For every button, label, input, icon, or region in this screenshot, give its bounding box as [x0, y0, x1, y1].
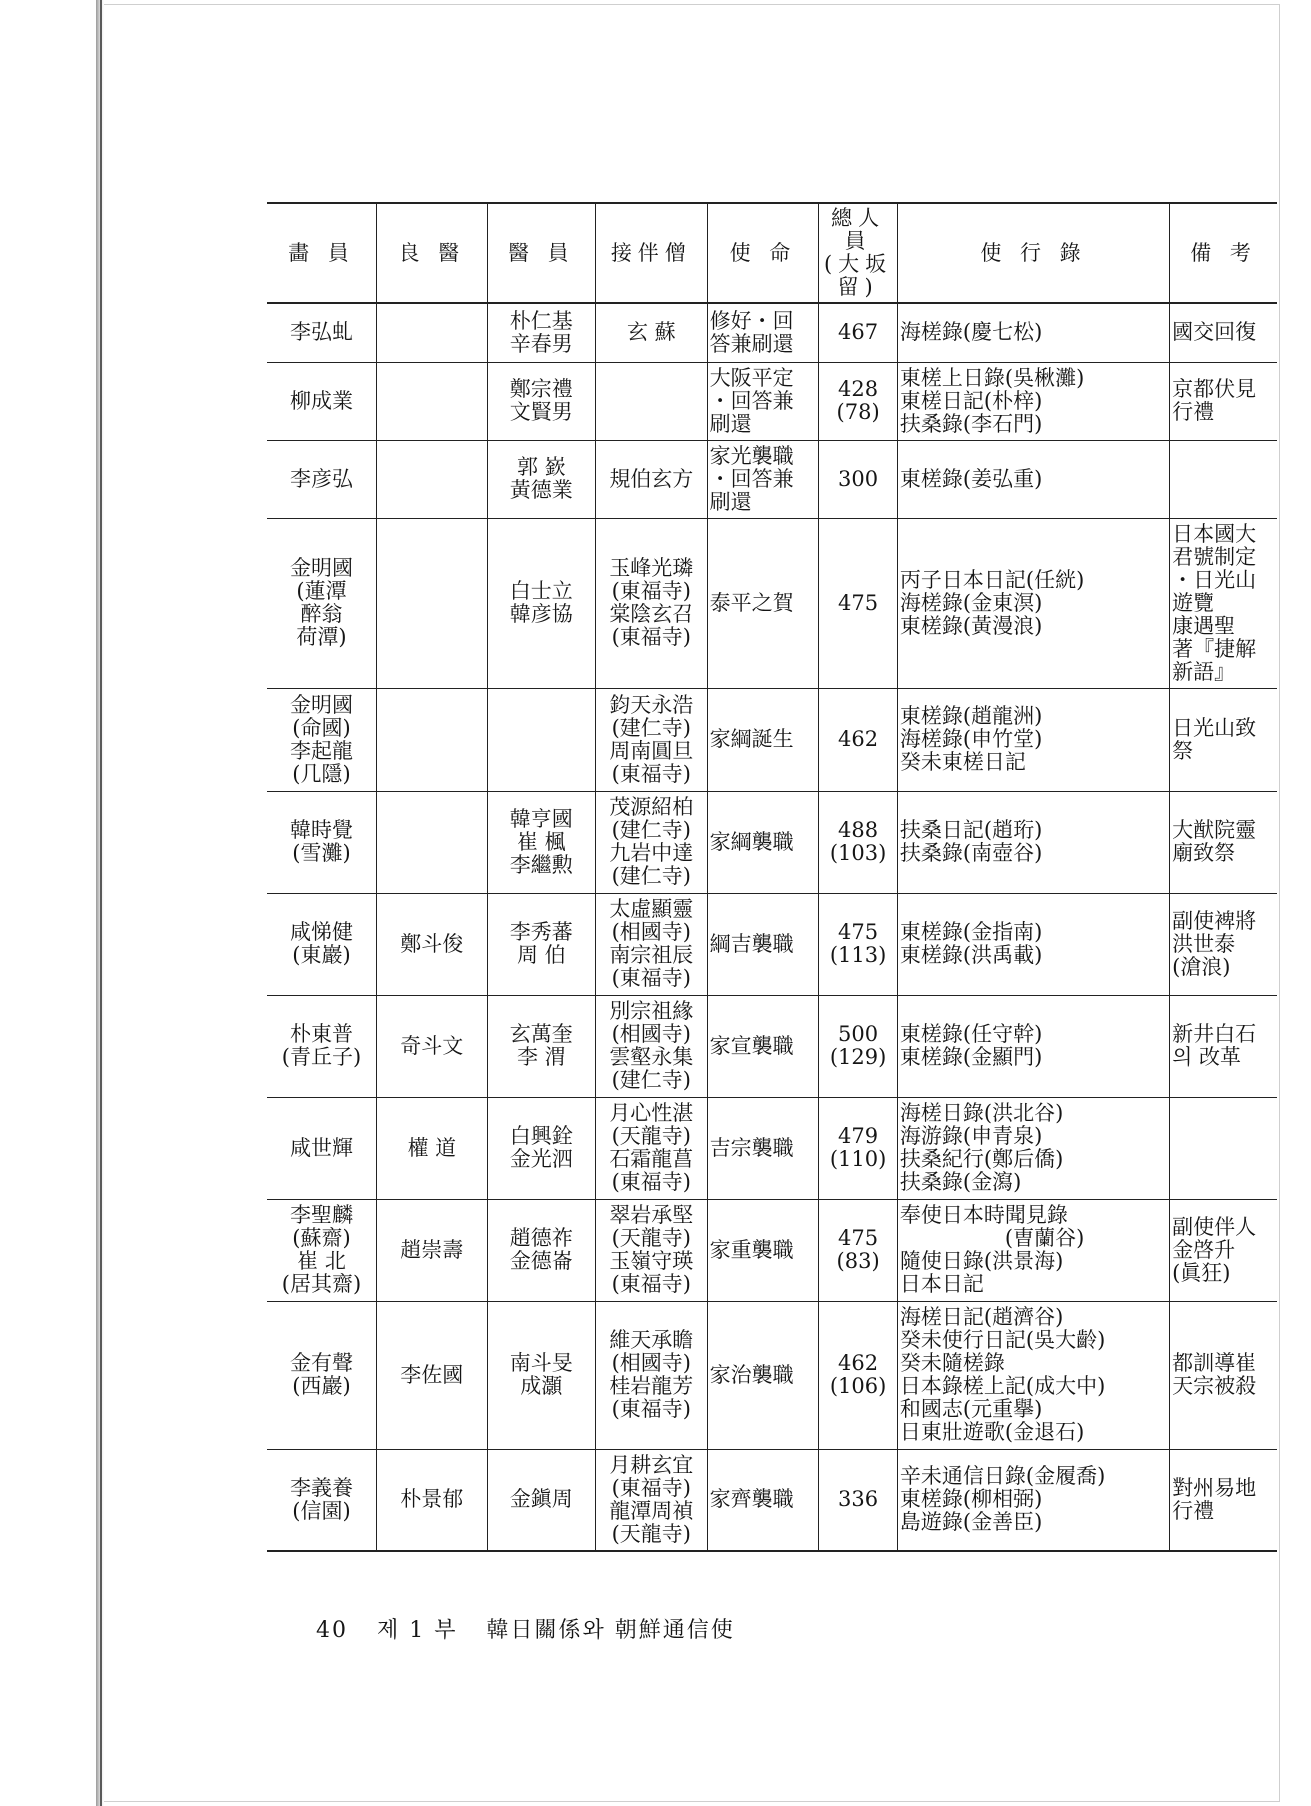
cell-mission: 家治襲職	[707, 1301, 819, 1449]
header-doctor: 醫 員	[487, 203, 595, 303]
cell-remarks: 國交回復	[1170, 303, 1277, 362]
cell-remarks: 新井白石 의 改革	[1170, 995, 1277, 1097]
cell-mission: 吉宗襲職	[707, 1097, 819, 1199]
cell-mission: 家重襲職	[707, 1199, 819, 1301]
table-header-row	[267, 203, 1277, 303]
cell-doctor-good: 朴景郁	[377, 1449, 488, 1551]
cell-doctor-good: 奇斗文	[377, 995, 488, 1097]
cell-painter: 金明國 (蓮潭 醉翁 荷潭)	[290, 556, 353, 649]
cell-records: 東槎錄(姜弘重)	[897, 440, 1169, 518]
cell-painter: 金明國 (命國) 李起龍 (几隱)	[290, 692, 353, 786]
cell-total: 467	[819, 303, 898, 362]
cell-doctor: 鄭宗禮 文賢男	[487, 362, 595, 440]
cell-mission: 家光襲職 ・回答兼 刷還	[707, 440, 819, 518]
cell-mission: 修好・回 答兼刷還	[707, 303, 819, 362]
page-edge	[100, 0, 102, 1806]
cell-painter: 李彦弘	[290, 466, 353, 491]
cell-mission: 家宣襲職	[707, 995, 819, 1097]
cell-remarks	[1170, 440, 1277, 518]
cell-remarks: 日光山致 祭	[1170, 688, 1277, 791]
cell-total: 479 (110)	[819, 1097, 898, 1199]
table-row	[267, 1199, 1277, 1301]
cell-doctor-good	[377, 518, 488, 688]
cell-total: 475 (113)	[819, 893, 898, 995]
cell-mission: 大阪平定 ・回答兼 刷還	[707, 362, 819, 440]
cell-doctor: 白興銓 金光泗	[487, 1097, 595, 1199]
cell-painter: 咸悌健 (東巖)	[290, 920, 353, 967]
cell-painter: 李聖麟 (蘇齋) 崔 北 (居其齋)	[281, 1203, 362, 1296]
cell-mission: 綱吉襲職	[707, 893, 819, 995]
cell-doctor-good	[377, 791, 488, 893]
table-row	[267, 688, 1277, 791]
header-total: 總人員 (大坂 留)	[819, 203, 898, 303]
header-escort-monk: 接伴僧	[596, 203, 708, 303]
page-footer	[316, 1613, 755, 1644]
cell-doctor-good: 鄭斗俊	[377, 893, 488, 995]
envoy-table	[267, 202, 1277, 1552]
cell-records: 海槎日記(趙濟谷) 癸未使行日記(吳大齡) 癸未隨槎錄 日本錄槎上記(成大中) 和國志(元重擧) 日東壯遊歌(金退石)	[897, 1301, 1169, 1449]
cell-painter: 柳成業	[290, 388, 353, 413]
cell-painter: 李義養 (信園)	[290, 1475, 353, 1523]
cell-doctor	[487, 688, 595, 791]
header-records: 使 行 錄	[897, 203, 1169, 303]
cell-remarks	[1170, 1097, 1277, 1199]
cell-painter: 韓時覺 (雪灘)	[290, 818, 353, 865]
cell-escort-monk: 翠岩承堅 (天龍寺) 玉嶺守瑛 (東福寺)	[596, 1199, 708, 1301]
cell-records: 辛未通信日錄(金履喬) 東槎錄(柳相弼) 島遊錄(金善臣)	[897, 1449, 1169, 1551]
header-painter: 畵 員	[288, 240, 355, 265]
cell-records: 奉使日本時聞見錄 (曺蘭谷) 隨使日錄(洪景海) 日本日記	[897, 1199, 1169, 1301]
cell-total: 462	[819, 688, 898, 791]
cell-doctor: 李秀蕃 周 伯	[487, 893, 595, 995]
cell-escort-monk: 鈞天永浩 (建仁寺) 周南圓旦 (東福寺)	[596, 688, 708, 791]
cell-total: 488 (103)	[819, 791, 898, 893]
cell-escort-monk: 茂源紹柏 (建仁寺) 九岩中達 (建仁寺)	[596, 791, 708, 893]
cell-escort-monk	[596, 362, 708, 440]
table-row	[267, 303, 1277, 362]
cell-escort-monk: 太虛顯靈 (相國寺) 南宗祖辰 (東福寺)	[596, 893, 708, 995]
book-title: 韓日關係와 朝鮮通信使	[486, 1618, 735, 1643]
cell-escort-monk: 月耕玄宜 (東福寺) 龍潭周禎 (天龍寺)	[596, 1449, 708, 1551]
cell-mission: 泰平之賀	[707, 518, 819, 688]
cell-total: 336	[819, 1449, 898, 1551]
cell-painter: 朴東普 (青丘子)	[281, 1022, 362, 1069]
cell-doctor: 玄萬奎 李 渭	[487, 995, 595, 1097]
cell-records: 東槎錄(金指南) 東槎錄(洪禹載)	[897, 893, 1169, 995]
cell-doctor-good: 權 道	[377, 1097, 488, 1199]
cell-doctor-good	[377, 440, 488, 518]
table-row	[267, 1301, 1277, 1449]
cell-doctor-good	[377, 303, 488, 362]
table-row	[267, 893, 1277, 995]
cell-total: 500 (129)	[819, 995, 898, 1097]
cell-records: 丙子日本日記(任絖) 海槎錄(金東溟) 東槎錄(黃漫浪)	[897, 518, 1169, 688]
cell-doctor: 南斗旻 成灝	[487, 1301, 595, 1449]
cell-doctor: 趙德祚 金德崙	[487, 1199, 595, 1301]
cell-remarks: 對州易地 行禮	[1170, 1449, 1277, 1551]
cell-escort-monk: 別宗祖緣 (相國寺) 雲壑永集 (建仁寺)	[596, 995, 708, 1097]
cell-records: 東槎錄(趙龍洲) 海槎錄(申竹堂) 癸未東槎日記	[897, 688, 1169, 791]
table-row	[267, 1449, 1277, 1551]
cell-total: 428 (78)	[819, 362, 898, 440]
cell-mission: 家齊襲職	[707, 1449, 819, 1551]
cell-doctor-good	[377, 362, 488, 440]
cell-escort-monk: 維天承瞻 (相國寺) 桂岩龍芳 (東福寺)	[596, 1301, 708, 1449]
cell-mission: 家綱襲職	[707, 791, 819, 893]
part-label: 제 1 부	[377, 1618, 458, 1643]
header-remarks: 備 考	[1170, 203, 1277, 303]
cell-painter: 李弘虬	[290, 320, 353, 345]
cell-mission: 家綱誕生	[707, 688, 819, 791]
cell-doctor-good: 趙崇壽	[377, 1199, 488, 1301]
cell-escort-monk: 規伯玄方	[596, 440, 708, 518]
table-row	[267, 440, 1277, 518]
cell-records: 海槎日錄(洪北谷) 海游錄(申青泉) 扶桑紀行(鄭后僑) 扶桑錄(金瀉)	[897, 1097, 1169, 1199]
cell-remarks: 都訓導崔 天宗被殺	[1170, 1301, 1277, 1449]
cell-remarks: 京都伏見 行禮	[1170, 362, 1277, 440]
cell-total: 475 (83)	[819, 1199, 898, 1301]
cell-records: 扶桑日記(趙珩) 扶桑錄(南壺谷)	[897, 791, 1169, 893]
cell-painter: 金有聲 (西巖)	[290, 1351, 353, 1398]
cell-remarks: 日本國大 君號制定 ・日光山 遊覽 康遇聖 著『捷解 新語』	[1170, 518, 1277, 688]
cell-doctor-good: 李佐國	[377, 1301, 488, 1449]
cell-doctor: 韓亨國 崔 楓 李繼勲	[487, 791, 595, 893]
cell-doctor: 金鎭周	[487, 1449, 595, 1551]
page-number: 40	[316, 1618, 348, 1643]
cell-remarks: 大猷院靈 廟致祭	[1170, 791, 1277, 893]
cell-escort-monk: 月心性湛 (天龍寺) 石霜龍菖 (東福寺)	[596, 1097, 708, 1199]
cell-remarks: 副使裨將 洪世泰 (滄浪)	[1170, 893, 1277, 995]
cell-records: 海槎錄(慶七松)	[897, 303, 1169, 362]
cell-records: 東槎上日錄(吳楸灘) 東槎日記(朴梓) 扶桑錄(李石門)	[897, 362, 1169, 440]
cell-escort-monk: 玄 蘇	[596, 303, 708, 362]
table-row	[267, 1097, 1277, 1199]
cell-total: 475	[819, 518, 898, 688]
cell-doctor: 朴仁基 辛春男	[487, 303, 595, 362]
document-page	[104, 4, 1280, 1802]
cell-doctor: 白士立 韓彦協	[487, 518, 595, 688]
table-row	[267, 791, 1277, 893]
table-row	[267, 995, 1277, 1097]
table-row	[267, 362, 1277, 440]
table-row	[267, 518, 1277, 688]
cell-painter: 咸世輝	[290, 1135, 353, 1160]
cell-remarks: 副使伴人 金啓升 (眞狂)	[1170, 1199, 1277, 1301]
cell-total: 462 (106)	[819, 1301, 898, 1449]
cell-total: 300	[819, 440, 898, 518]
cell-doctor: 郭 嶔 黃德業	[487, 440, 595, 518]
header-doctor-good: 良 醫	[377, 203, 488, 303]
cell-records: 東槎錄(任守幹) 東槎錄(金顯門)	[897, 995, 1169, 1097]
header-mission: 使 命	[707, 203, 819, 303]
cell-escort-monk: 玉峰光璘 (東福寺) 棠陰玄召 (東福寺)	[596, 518, 708, 688]
cell-doctor-good	[377, 688, 488, 791]
